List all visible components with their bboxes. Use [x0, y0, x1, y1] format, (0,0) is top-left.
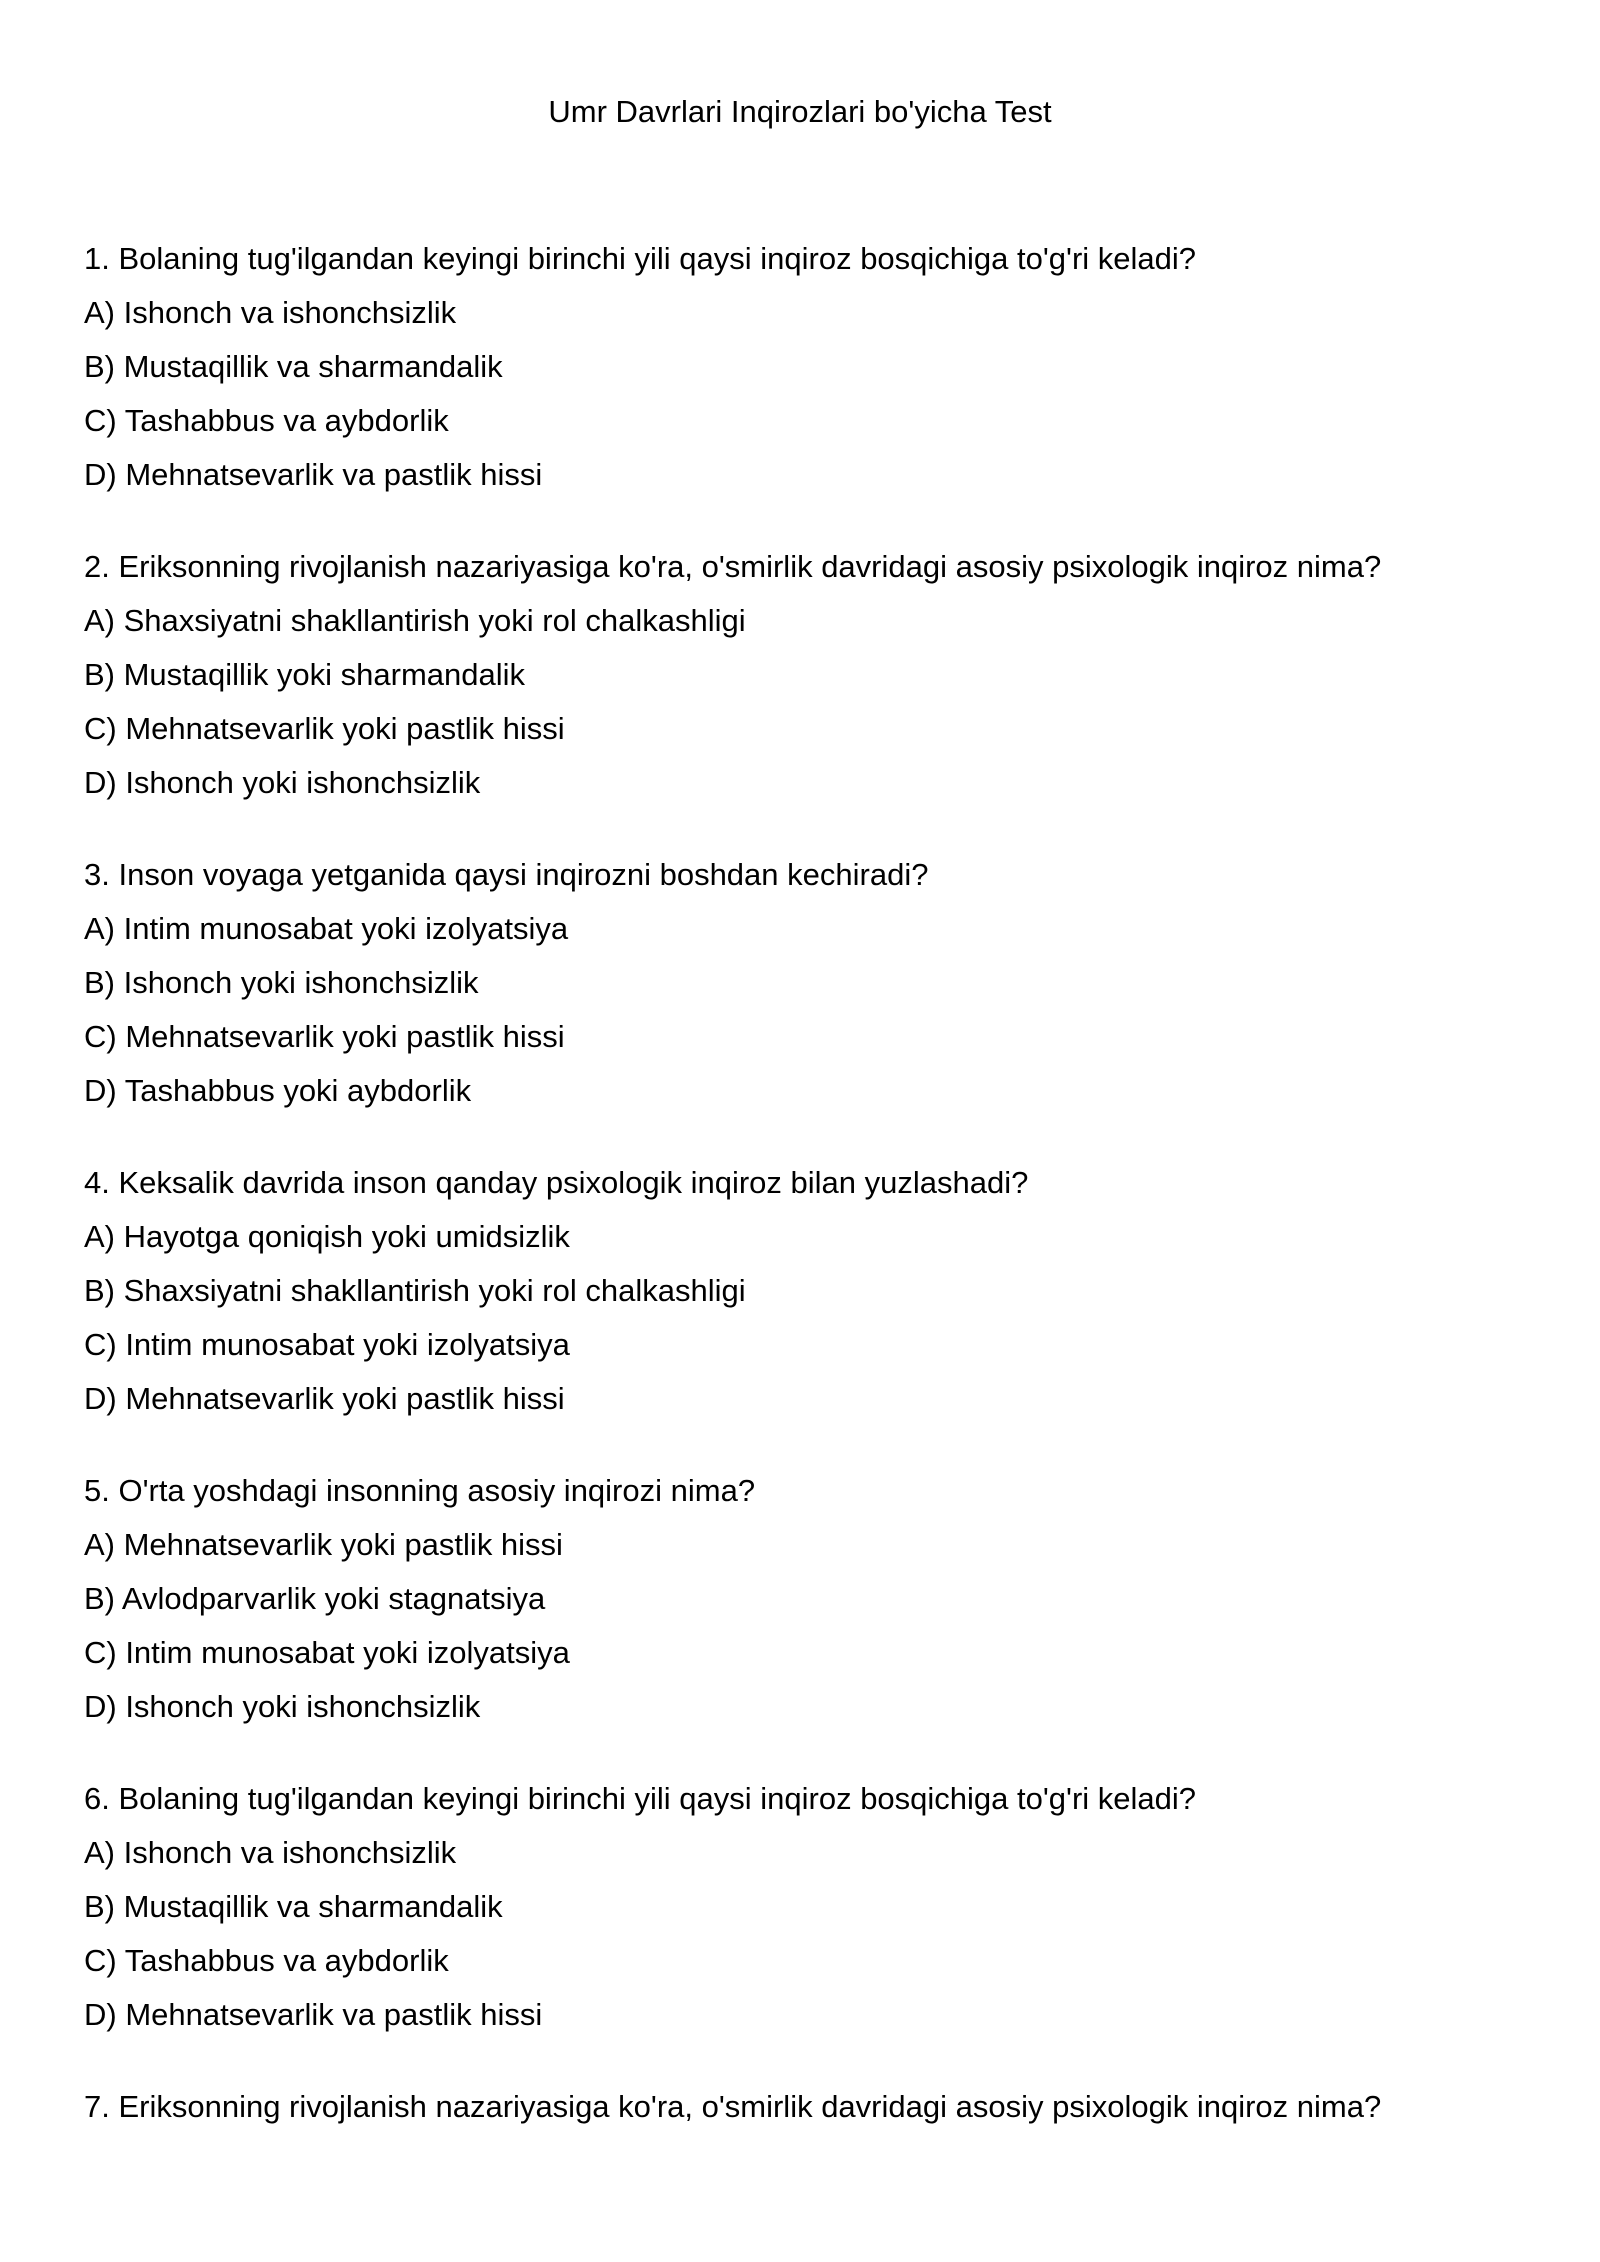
question-block: [84, 1772, 1544, 2042]
answer-option: B) Mustaqillik va sharmandalik: [84, 1889, 503, 1924]
answer-option: C) Intim munosabat yoki izolyatsiya: [84, 1635, 570, 1670]
answer-option: D) Ishonch yoki ishonchsizlik: [84, 1689, 481, 1724]
answer-option: C) Tashabbus va aybdorlik: [84, 403, 449, 438]
question-list: [84, 232, 1544, 2172]
question-block: [84, 1464, 1544, 1734]
answer-option: B) Mustaqillik va sharmandalik: [84, 349, 503, 384]
answer-option: C) Tashabbus va aybdorlik: [84, 1943, 449, 1978]
question-text: 7. Eriksonning rivojlanish nazariyasiga ko'ra, o'smirlik davridagi asosiy psixologik inqiroz nima?: [84, 2089, 1382, 2124]
question-text: 6. Bolaning tug'ilgandan keyingi birinchi yili qaysi inqiroz bosqichiga to'g'ri keladi?: [84, 1781, 1197, 1816]
answer-option: D) Ishonch yoki ishonchsizlik: [84, 765, 481, 800]
answer-option: B) Shaxsiyatni shakllantirish yoki rol chalkashligi: [84, 1273, 746, 1308]
answer-option: A) Hayotga qoniqish yoki umidsizlik: [84, 1219, 570, 1254]
question-text: 4. Keksalik davrida inson qanday psixologik inqiroz bilan yuzlashadi?: [84, 1165, 1029, 1200]
answer-option: D) Tashabbus yoki aybdorlik: [84, 1073, 472, 1108]
question-block: [84, 1156, 1544, 1426]
question-block: [84, 540, 1544, 810]
answer-option: A) Ishonch va ishonchsizlik: [84, 1835, 457, 1870]
answer-option: D) Mehnatsevarlik yoki pastlik hissi: [84, 1381, 565, 1416]
answer-option: A) Shaxsiyatni shakllantirish yoki rol chalkashligi: [84, 603, 746, 638]
answer-option: B) Mustaqillik yoki sharmandalik: [84, 657, 526, 692]
question-block: [84, 232, 1544, 502]
answer-option: B) Avlodparvarlik yoki stagnatsiya: [84, 1581, 546, 1616]
answer-option: B) Ishonch yoki ishonchsizlik: [84, 965, 479, 1000]
answer-option: C) Intim munosabat yoki izolyatsiya: [84, 1327, 570, 1362]
answer-option: A) Mehnatsevarlik yoki pastlik hissi: [84, 1527, 563, 1562]
answer-option: C) Mehnatsevarlik yoki pastlik hissi: [84, 1019, 565, 1054]
answer-option: C) Mehnatsevarlik yoki pastlik hissi: [84, 711, 565, 746]
document-title: Umr Davrlari Inqirozlari bo'yicha Test: [548, 94, 1052, 129]
question-block: [84, 2080, 1544, 2134]
answer-option: A) Intim munosabat yoki izolyatsiya: [84, 911, 569, 946]
question-text: 1. Bolaning tug'ilgandan keyingi birinchi yili qaysi inqiroz bosqichiga to'g'ri keladi?: [84, 241, 1197, 276]
answer-option: A) Ishonch va ishonchsizlik: [84, 295, 457, 330]
question-text: 5. O'rta yoshdagi insonning asosiy inqirozi nima?: [84, 1473, 756, 1508]
question-text: 3. Inson voyaga yetganida qaysi inqirozni boshdan kechiradi?: [84, 857, 929, 892]
question-block: [84, 848, 1544, 1118]
question-text: 2. Eriksonning rivojlanish nazariyasiga ko'ra, o'smirlik davridagi asosiy psixologik inqiroz nima?: [84, 549, 1382, 584]
answer-option: D) Mehnatsevarlik va pastlik hissi: [84, 1997, 543, 2032]
answer-option: D) Mehnatsevarlik va pastlik hissi: [84, 457, 543, 492]
